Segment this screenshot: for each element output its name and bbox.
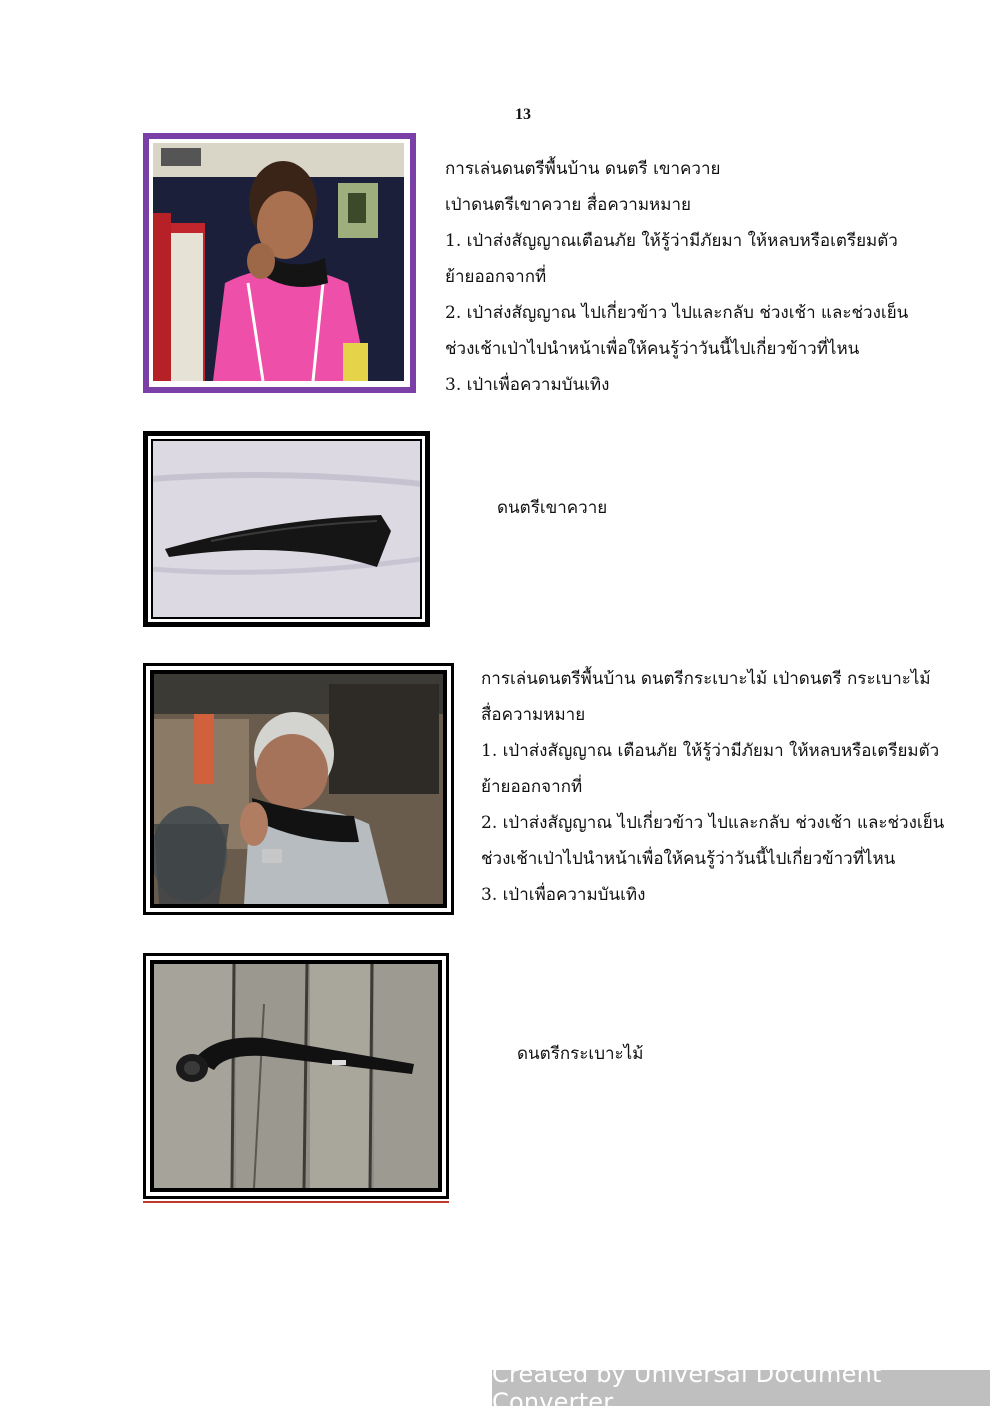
text-line: 3. เป่าเพื่อความบันเทิง [445, 375, 610, 395]
text-line: สื่อความหมาย [481, 705, 586, 725]
text-line: ช่วงเช้าเป่าไปนำหน้าเพื่อให้คนรู้ว่าวันนี้ไปเกี่ยวข้าวที่ไหน [481, 849, 896, 869]
text-line: 2. เป่าส่งสัญญาณ ไปเกี่ยวข้าว ไปและกลับ ช่วงเช้า และช่วงเย็น [481, 813, 945, 833]
text-line: 1. เป่าส่งสัญญาณเตือนภัย ให้รู้ว่ามีภัยมา ให้หลบหรือเตรียมตัว [445, 231, 898, 251]
text-line: ย้ายออกจากที่ [481, 777, 583, 797]
section-wooden-horn-text [481, 661, 944, 913]
text-line: การเล่นดนตรีพื้นบ้าน ดนตรี เขาควาย [445, 159, 721, 179]
photo-buffalo-horn-instrument [143, 431, 430, 627]
text-line: 1. เป่าส่งสัญญาณ เตือนภัย ให้รู้ว่ามีภัยมา ให้หลบหรือเตรียมตัว [481, 741, 940, 761]
watermark-banner: Created by Universal Document Converter [492, 1370, 990, 1406]
photo-man-blowing-buffalo-horn [143, 133, 416, 393]
text-line: ช่วงเช้าเป่าไปนำหน้าเพื่อให้คนรู้ว่าวันนี้ไปเกี่ยวข้าวที่ไหน [445, 339, 860, 359]
page-number: 13 [515, 106, 531, 123]
text-line: 3. เป่าเพื่อความบันเทิง [481, 885, 646, 905]
photo-wooden-horn-instrument [143, 953, 449, 1199]
section-buffalo-horn-text [445, 151, 908, 403]
caption-buffalo-horn: ดนตรีเขาควาย [497, 498, 608, 518]
text-line: 2. เป่าส่งสัญญาณ ไปเกี่ยวข้าว ไปและกลับ ช่วงเช้า และช่วงเย็น [445, 303, 909, 323]
footer-rule [143, 1201, 449, 1203]
photo-man-blowing-wooden-horn [143, 663, 454, 915]
text-line: ย้ายออกจากที่ [445, 267, 547, 287]
caption-wooden-horn: ดนตรีกระเบาะไม้ [517, 1044, 644, 1064]
text-line: การเล่นดนตรีพื้นบ้าน ดนตรีกระเบาะไม้ เป่าดนตรี กระเบาะไม้ [481, 669, 931, 689]
text-line: เป่าดนตรีเขาควาย สื่อความหมาย [445, 195, 691, 215]
